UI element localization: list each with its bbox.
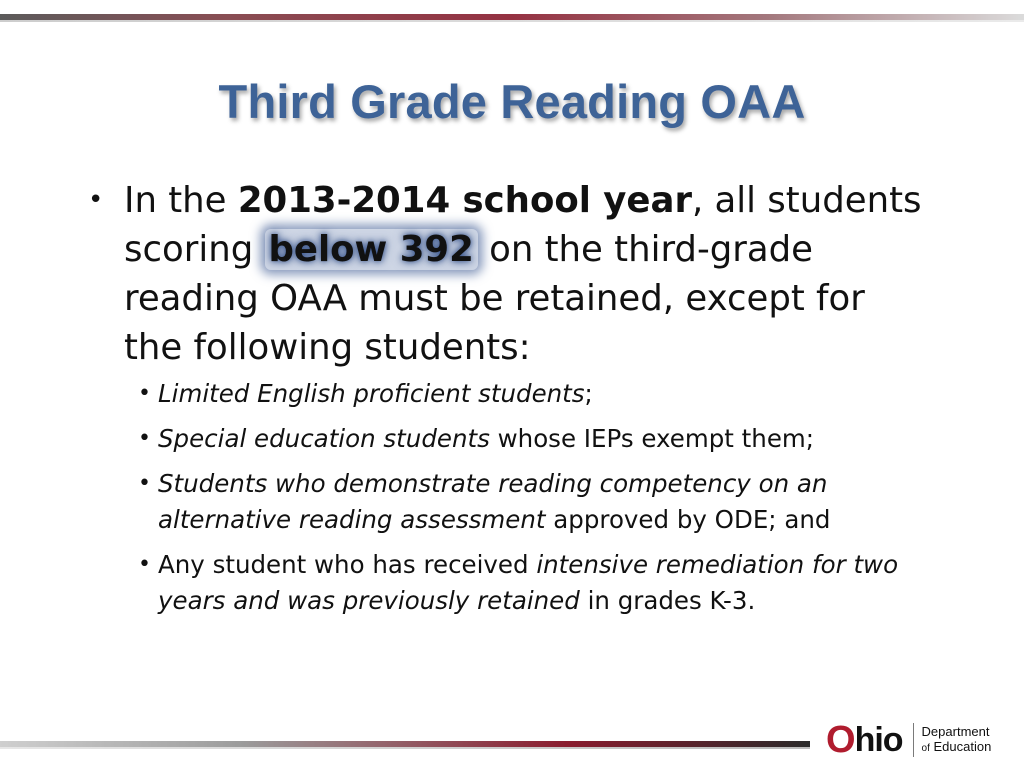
sub-italic: Students who demonstrate reading competency on an alternative reading assessment (158, 469, 828, 534)
sub-bullet-dot-icon: • (138, 426, 151, 451)
list-item (138, 421, 948, 457)
logo-department-text (922, 724, 992, 756)
sub-bullet-text (158, 421, 918, 457)
school-year-bold: 2013-2014 school year (237, 180, 692, 221)
sub-bullet-dot-icon: • (138, 381, 151, 406)
ohio-department-of-education-logo (826, 720, 991, 760)
ohio-wordmark (826, 719, 903, 762)
sub-bullet-text (158, 466, 918, 538)
score-threshold-highlight: below 392 (265, 229, 478, 270)
slide-title: Third Grade Reading OAA (218, 75, 806, 128)
main-bullet (88, 176, 948, 372)
sub-plain: whose IEPs exempt them; (489, 424, 815, 453)
sub-bullet-dot-icon: • (138, 552, 151, 577)
sub-italic: Special education students (158, 424, 490, 453)
dept-of: of (921, 743, 930, 754)
top-decorative-rule (0, 14, 1024, 20)
ohio-o-letter: O (826, 718, 855, 761)
dept-education: Education (933, 739, 992, 754)
bullet-dot-icon: • (88, 185, 104, 215)
sub-plain: ; (584, 379, 593, 408)
ohio-rest: hio (854, 720, 903, 759)
sub-plain: approved by ODE; and (545, 505, 831, 534)
main-text-part-1: In the (124, 180, 238, 221)
main-bullet-text (124, 176, 934, 372)
sub-plain: in grades K-3. (579, 586, 756, 615)
sub-bullet-text (158, 376, 918, 412)
sub-plain-lead: Any student who has received (158, 550, 537, 579)
sub-italic: intensive remediation for two years and was previously retained (158, 550, 899, 615)
list-item (138, 547, 948, 619)
exception-list (138, 376, 948, 619)
sub-italic: Limited English proficient students (158, 379, 585, 408)
list-item (138, 376, 948, 412)
list-item (138, 466, 948, 538)
main-text-part-2: , all students scoring (124, 180, 922, 270)
sub-bullet-dot-icon: • (138, 471, 151, 496)
bottom-decorative-rule (0, 741, 810, 747)
dept-line-2 (922, 739, 992, 756)
main-text-part-3: on the third-grade reading OAA must be retained, except for the following students: (124, 229, 865, 368)
slide-content (88, 176, 948, 628)
sub-bullet-text (158, 547, 918, 619)
logo-divider (913, 723, 914, 757)
dept-line-1: Department (921, 724, 990, 739)
